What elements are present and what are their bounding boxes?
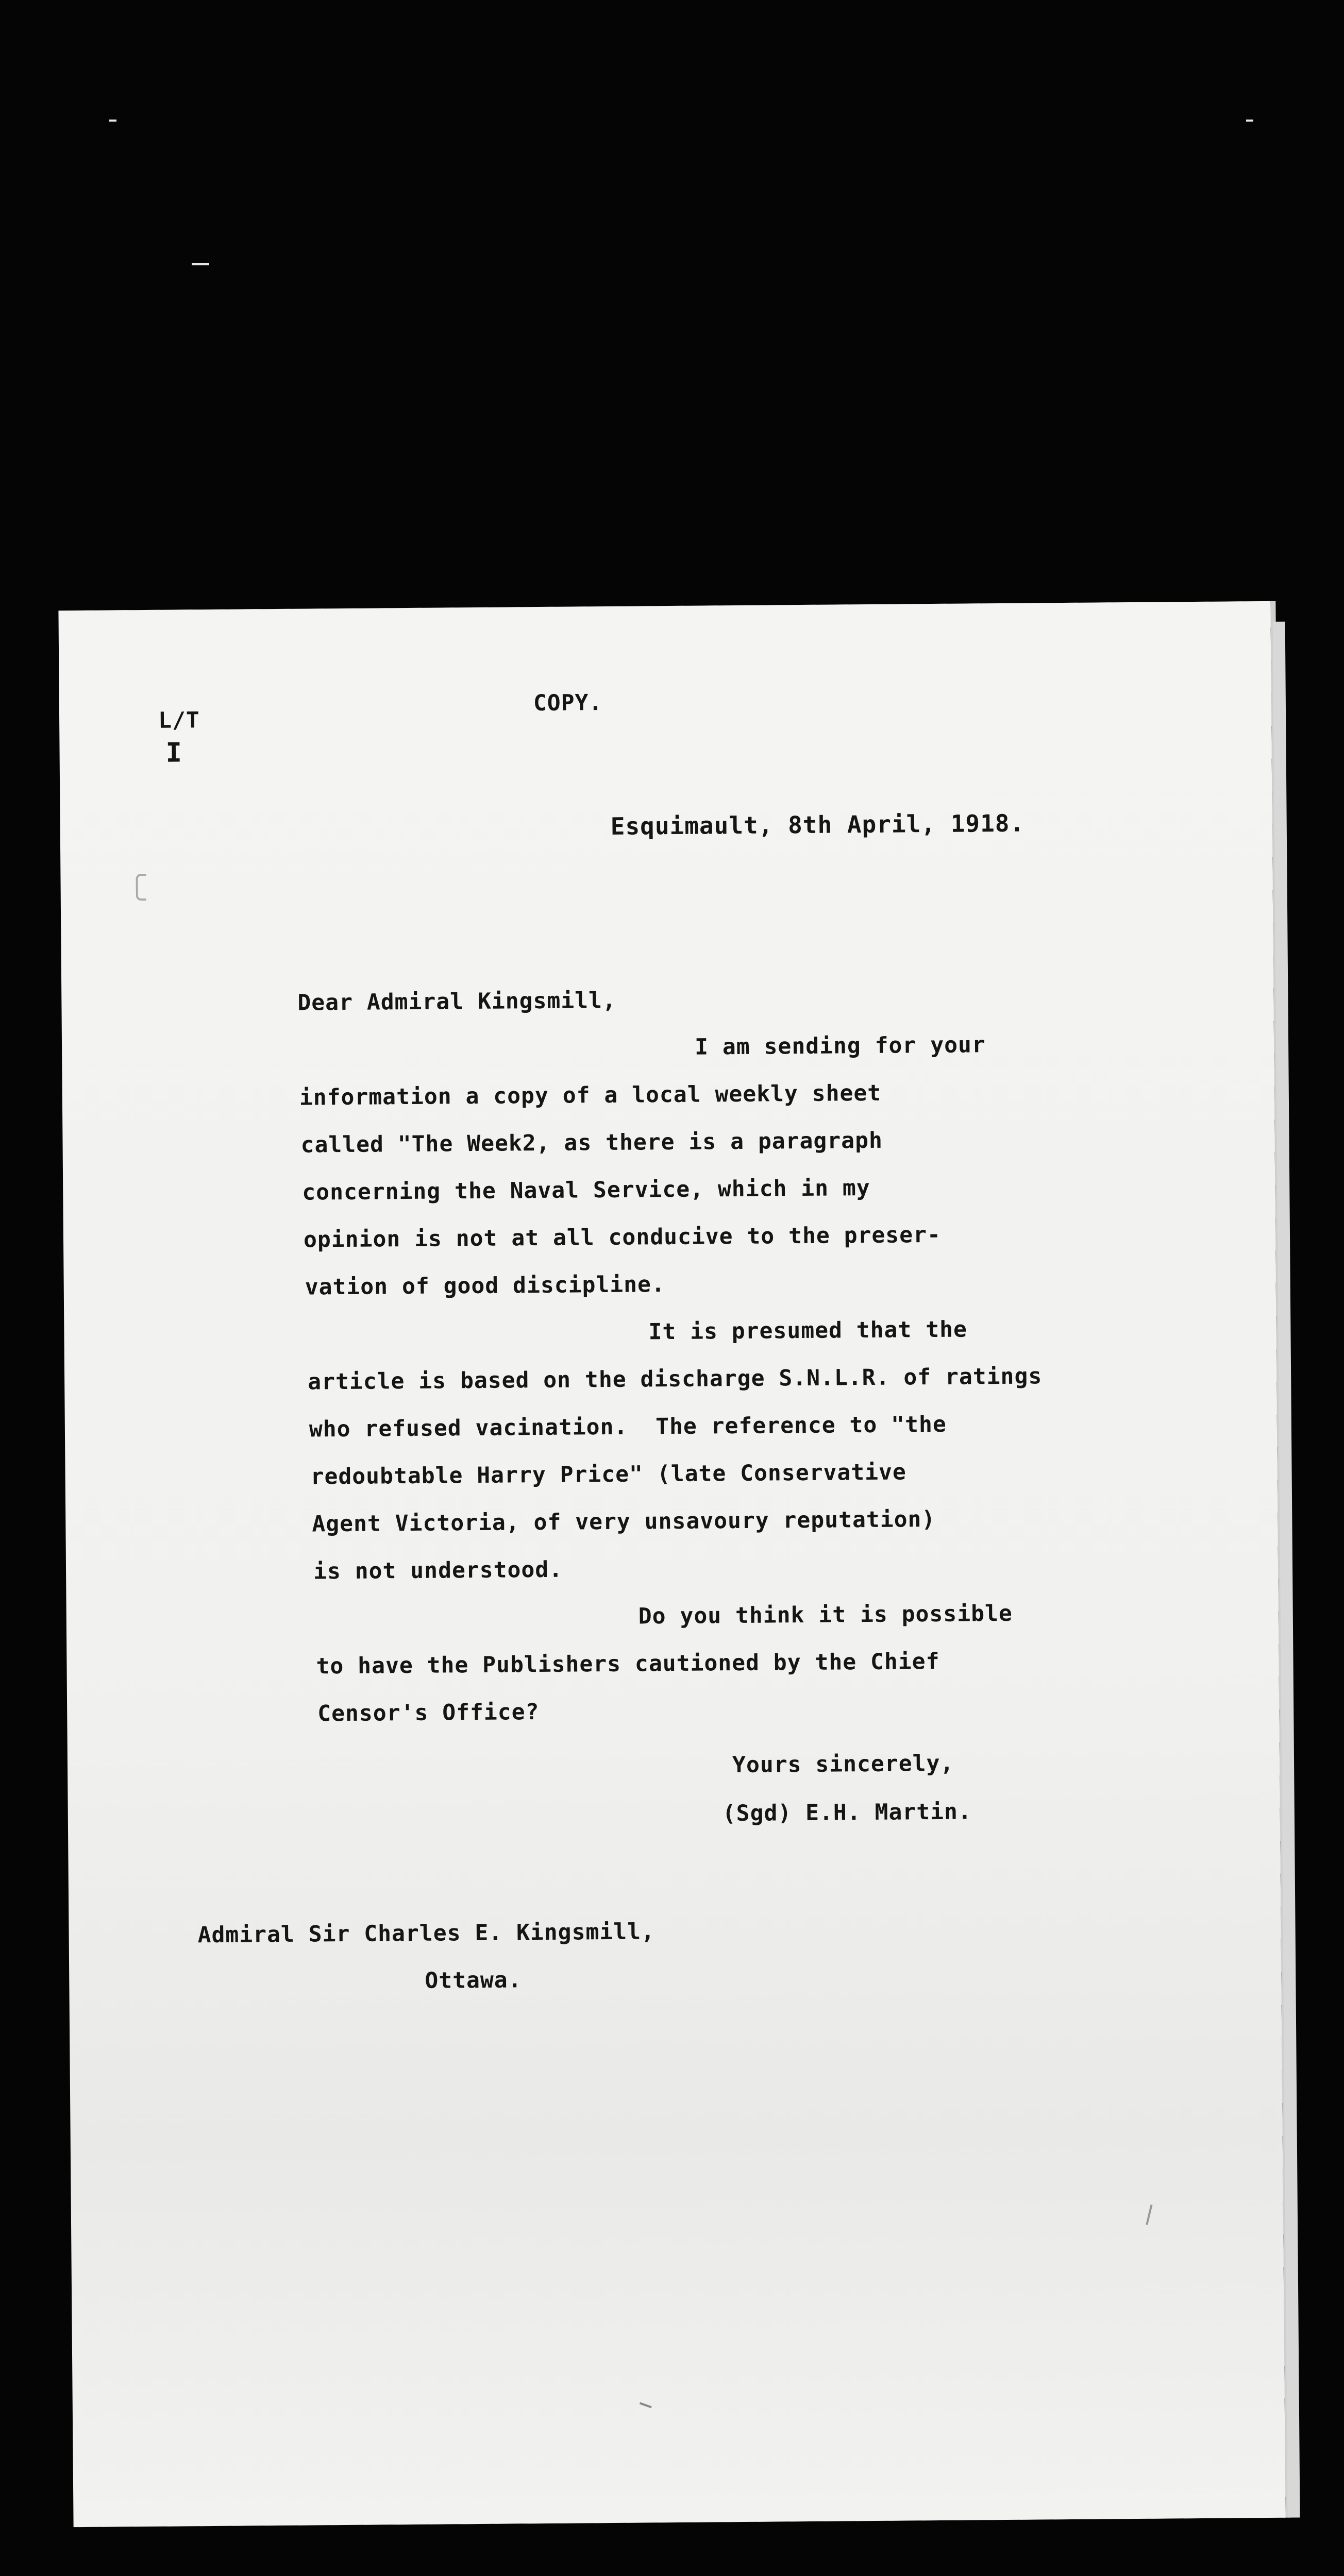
body-line: redoubtable Harry Price" (late Conservative — [310, 1459, 907, 1490]
body-line: Agent Victoria, of very unsavoury reputation) — [312, 1506, 936, 1537]
signature: (Sgd) E.H. Martin. — [722, 1799, 972, 1827]
page-edge — [1273, 622, 1300, 2518]
film-speck — [192, 263, 209, 265]
body-line: to have the Publishers cautioned by the Chief — [316, 1648, 940, 1680]
marginal-mark-2: I — [165, 737, 183, 769]
paper-mark — [640, 2402, 652, 2409]
paper-mark — [1146, 2205, 1152, 2225]
letter-page — [58, 601, 1285, 2527]
letter-heading: COPY. — [533, 690, 603, 717]
body-line: vation of good discipline. — [305, 1272, 666, 1300]
place-date: Esquimault, 8th April, 1918. — [610, 809, 1025, 840]
addressee-name: Admiral Sir Charles E. Kingsmill, — [197, 1919, 656, 1948]
body-line: article is based on the discharge S.N.L.R. of ratings — [308, 1363, 1043, 1395]
closing: Yours sincerely, — [732, 1750, 954, 1778]
paper-mark — [136, 874, 146, 901]
body-line: Do you think it is possible — [638, 1600, 1013, 1630]
body-line: information a copy of a local weekly sheet — [299, 1080, 882, 1111]
body-line: I am sending for your — [694, 1032, 986, 1060]
body-line: Censor's Office? — [317, 1699, 540, 1727]
body-line: opinion is not at all conducive to the preser- — [303, 1222, 942, 1253]
body-line: It is presumed that the — [648, 1316, 968, 1345]
film-speck — [1246, 120, 1253, 122]
marginal-mark: L/T — [158, 707, 200, 734]
addressee-city: Ottawa. — [425, 1967, 522, 1994]
body-line: concerning the Naval Service, which in my — [302, 1175, 870, 1206]
body-line: called "The Week2, as there is a paragraph — [300, 1127, 883, 1158]
body-line: who refused vacination. The reference to "the — [309, 1411, 947, 1443]
film-speck — [109, 120, 116, 122]
salutation: Dear Admiral Kingsmill, — [297, 987, 617, 1016]
body-line: is not understood. — [313, 1556, 563, 1585]
